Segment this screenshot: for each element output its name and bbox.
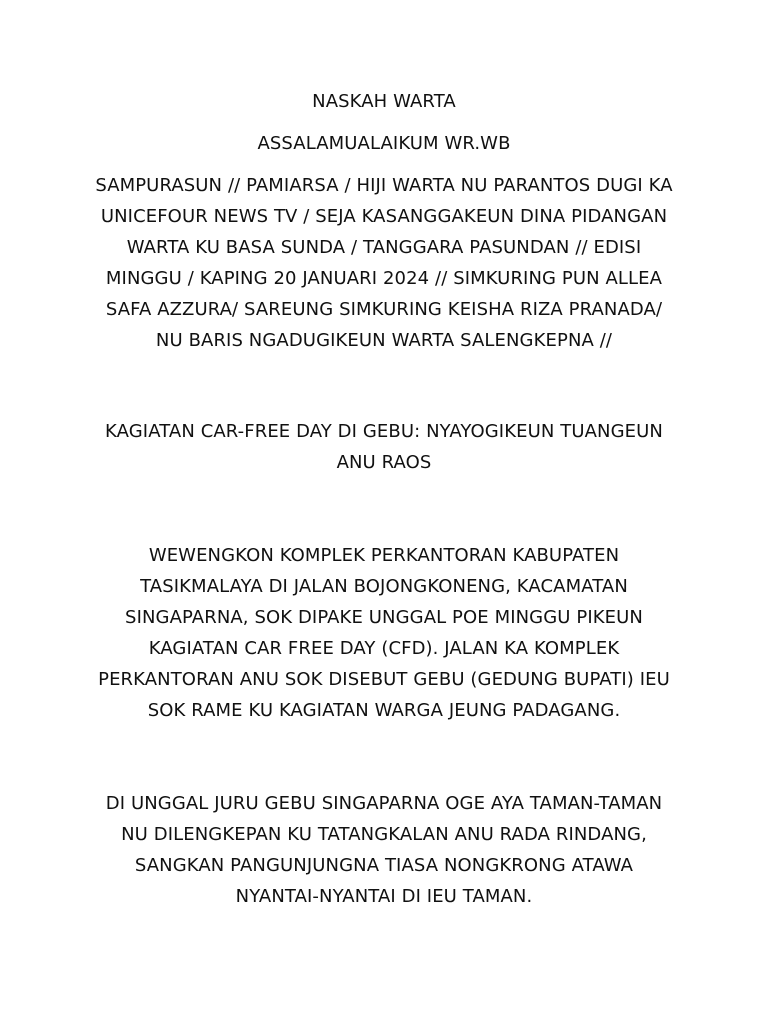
- body-paragraph-2: DI UNGGAL JURU GEBU SINGAPARNA OGE AYA TAMAN-TAMAN NU DILENGKEPAN KU TATANGKALAN ANU RADA RINDANG, SANGKAN PANGUNJUNGNA TIASA NONGKRONG ATAWA NYANTAI-NYANTAI DI IEU TAMAN.: [105, 793, 663, 907]
- news-headline: KAGIATAN CAR-FREE DAY DI GEBU: NYAYOGIKEUN TUANGEUN ANU RAOS: [105, 421, 663, 473]
- intro-paragraph: SAMPURASUN // PAMIARSA / HIJI WARTA NU PARANTOS DUGI KA UNICEFOUR NEWS TV / SEJA KASANGGAKEUN DINA PIDANGAN WARTA KU BASA SUNDA / TANGGARA PASUNDAN // EDISI MINGGU / KAPING 20 JANUARI 2024 // SIMKURING PUN ALLEA SAFA AZZURA/ SAREUNG SIMKURING KEISHA RIZA PRANADA/ NU BARIS NGADUGIKEUN WARTA SALENGKEPNA //: [95, 175, 673, 351]
- document-title: NASKAH WARTA: [312, 91, 456, 112]
- body-paragraph-1: WEWENGKON KOMPLEK PERKANTORAN KABUPATEN TASIKMALAYA DI JALAN BOJONGKONENG, KACAMATAN SINGAPARNA, SOK DIPAKE UNGGAL POE MINGGU PIKEUN KAGIATAN CAR FREE DAY (CFD). JALAN KA KOMPLEK PERKANTORAN ANU SOK DISEBUT GEBU (GEDUNG BUPATI) IEU SOK RAME KU KAGIATAN WARGA JEUNG PADAGANG.: [98, 545, 670, 721]
- greeting-line: ASSALAMUALAIKUM WR.WB: [257, 133, 511, 154]
